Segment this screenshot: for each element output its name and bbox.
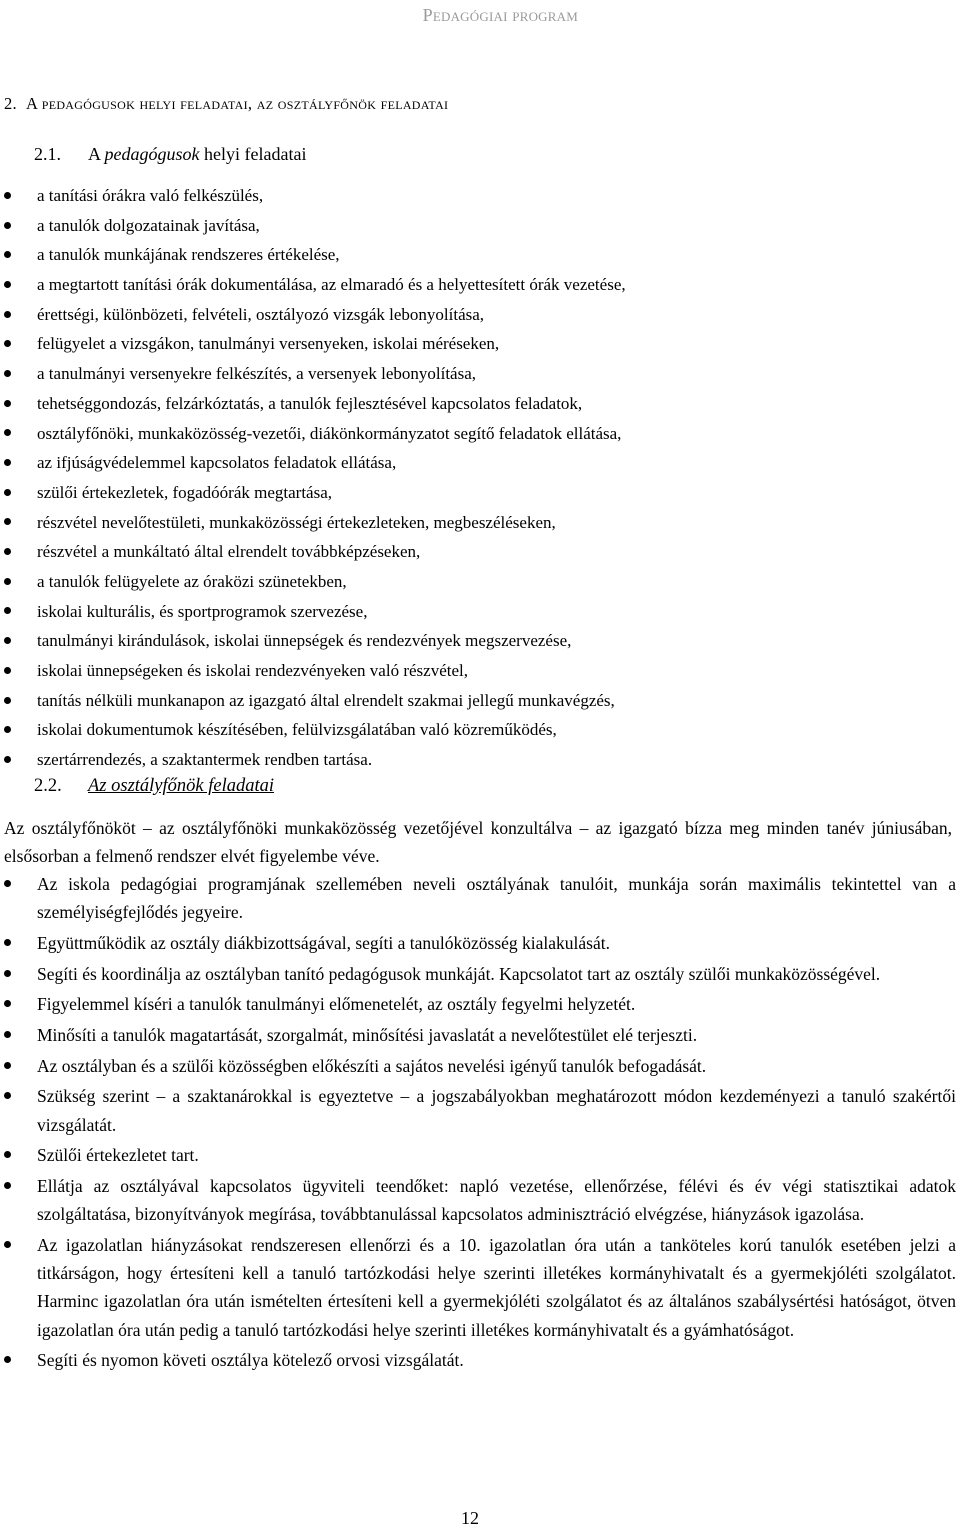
list-item: [0, 597, 626, 627]
bullet-icon: [4, 1182, 11, 1189]
list-item-text: tehetséggondozás, felzárkóztatás, a tanulók fejlesztésével kapcsolatos feladatok,: [37, 393, 583, 413]
bullet-icon: [4, 1092, 11, 1099]
bullet-icon: [4, 548, 11, 555]
bullet-icon: [4, 880, 11, 887]
list-item: [0, 1052, 956, 1080]
list-item: [0, 960, 956, 988]
subsection-number: 2.1.: [34, 144, 61, 164]
list-item-text: a tanulók felügyelete az óraközi szünetekben,: [37, 571, 347, 591]
bullet-icon: [4, 222, 11, 229]
list-item: [0, 211, 626, 241]
bullet-icon: [4, 697, 11, 704]
intro-paragraph: Az osztályfőnököt – az osztályfőnöki munkaközösség vezetőjével konzultálva – az igazgató bízza meg minden tanév júniusában, elsősorban a felmenő rendszer elvét figyelembe véve.: [4, 818, 952, 866]
list-item: [0, 929, 956, 957]
list-item-text: osztályfőnöki, munkaközösség-vezetői, diákönkormányzatot segítő feladatok ellátása,: [37, 423, 622, 443]
list-item: [0, 359, 626, 389]
subsection-heading-2: [34, 776, 274, 797]
bullet-icon: [4, 311, 11, 318]
list-item: [0, 1082, 956, 1138]
bullet-icon: [4, 607, 11, 614]
list-item-text: Az osztályban és a szülői közösségben előkészíti a sajátos nevelési igényű tanulók befogadását.: [37, 1055, 707, 1076]
list-item: [0, 329, 626, 359]
bullet-icon: [4, 578, 11, 585]
subsection-heading-1: [34, 144, 306, 165]
list-item-text: a tanulók dolgozatainak javítása,: [37, 215, 260, 235]
bullet-icon: [4, 518, 11, 525]
bullet-icon: [4, 637, 11, 644]
list-item: [0, 686, 626, 716]
page-header: Pedagógiai program: [422, 5, 578, 25]
subsection-title-post: helyi feladatai: [199, 144, 307, 164]
list-item: [0, 300, 626, 330]
form-teacher-duties-list: [0, 870, 956, 1377]
list-item-text: Az iskola pedagógiai programjának szellemében neveli osztályának tanulóit, munkája során maximális tekintettel van a személyiségfejlődés jegyeire.: [37, 874, 956, 923]
bullet-icon: [4, 1062, 11, 1069]
list-item: [0, 270, 626, 300]
section-number: 2.: [4, 94, 17, 113]
bullet-icon: [4, 939, 11, 946]
list-item-text: Figyelemmel kíséri a tanulók tanulmányi előmenetelét, az osztály fegyelmi helyzetét.: [37, 994, 636, 1015]
list-item-text: Együttműködik az osztály diákbizottságával, segíti a tanulóközösség kialakulását.: [37, 932, 610, 953]
list-item-text: érettségi, különbözeti, felvételi, osztályozó vizsgák lebonyolítása,: [37, 304, 485, 324]
list-item-text: szülői értekezletek, fogadóórák megtartása,: [37, 482, 333, 502]
page-number: 12: [461, 1508, 479, 1528]
section-title: A pedagógusok helyi feladatai, az osztályfőnök feladatai: [26, 94, 449, 113]
bullet-icon: [4, 192, 11, 199]
list-item: [0, 715, 626, 745]
list-item-text: Segíti és koordinálja az osztályban tanító pedagógusok munkáját. Kapcsolatot tart az osztály szülői munkaközösségével.: [37, 963, 881, 984]
bullet-icon: [4, 400, 11, 407]
bullet-icon: [4, 1000, 11, 1007]
teacher-duties-list: [0, 181, 626, 775]
list-item: [0, 745, 626, 775]
list-item: [0, 1021, 956, 1049]
list-item-text: Szükség szerint – a szaktanárokkal is egyeztetve – a jogszabályokban meghatározott módon kezdeményezi a tanuló szakértői vizsgálatát.: [37, 1086, 956, 1135]
list-item-text: a tanítási órákra való felkészülés,: [37, 186, 264, 205]
section-heading: [4, 94, 448, 114]
list-item: [0, 567, 626, 597]
bullet-icon: [4, 1241, 11, 1248]
list-item-text: iskolai kulturális, és sportprogramok szervezése,: [37, 601, 368, 621]
bullet-icon: [4, 970, 11, 977]
list-item: [0, 1141, 956, 1169]
bullet-icon: [4, 251, 11, 258]
list-item-text: iskolai dokumentumok készítésében, felülvizsgálatában való közreműködés,: [37, 720, 557, 740]
bullet-icon: [4, 667, 11, 674]
list-item: [0, 1172, 956, 1228]
list-item: [0, 508, 626, 538]
list-item: [0, 448, 626, 478]
list-item-text: a tanulók munkájának rendszeres értékelése,: [37, 245, 340, 265]
list-item: [0, 870, 956, 926]
subsection-title-pre: A: [88, 144, 105, 164]
bullet-icon: [4, 1031, 11, 1038]
bullet-icon: [4, 756, 11, 763]
list-item-text: tanulmányi kirándulások, iskolai ünnepségek és rendezvények megszervezése,: [37, 631, 572, 651]
list-item: [0, 656, 626, 686]
list-item-text: felügyelet a vizsgákon, tanulmányi versenyeken, iskolai méréseken,: [37, 334, 500, 354]
bullet-icon: [4, 459, 11, 466]
list-item: [0, 419, 626, 449]
subsection-number: 2.2.: [34, 776, 62, 796]
subsection-title: Az osztályfőnök feladatai: [88, 776, 275, 796]
list-item-text: szertárrendezés, a szaktantermek rendben tartása.: [37, 750, 373, 770]
list-item: [0, 478, 626, 508]
list-item-text: az ifjúságvédelemmel kapcsolatos feladatok ellátása,: [37, 453, 397, 473]
bullet-icon: [4, 1356, 11, 1363]
list-item-text: tanítás nélküli munkanapon az igazgató által elrendelt szakmai jellegű munkavégzés,: [37, 690, 615, 710]
bullet-icon: [4, 340, 11, 347]
list-item: [0, 389, 626, 419]
list-item: [0, 1231, 956, 1344]
list-item: [0, 1346, 956, 1374]
list-item: [0, 240, 626, 270]
list-item-text: a tanulmányi versenyekre felkészítés, a versenyek lebonyolítása,: [37, 364, 476, 384]
list-item-text: Szülői értekezletet tart.: [37, 1145, 199, 1166]
list-item-text: részvétel nevelőtestületi, munkaközösségi értekezleteken, megbeszéléseken,: [37, 512, 556, 532]
list-item-text: részvétel a munkáltató által elrendelt továbbképzéseken,: [37, 542, 421, 562]
bullet-icon: [4, 370, 11, 377]
bullet-icon: [4, 489, 11, 496]
list-item: [0, 626, 626, 656]
list-item: [0, 537, 626, 567]
list-item-text: iskolai ünnepségeken és iskolai rendezvényeken való részvétel,: [37, 661, 468, 680]
bullet-icon: [4, 726, 11, 733]
list-item-text: a megtartott tanítási órák dokumentálása, az elmaradó és a helyettesített órák vezetése,: [37, 275, 626, 295]
bullet-icon: [4, 281, 11, 288]
subsection-title-italic: pedagógusok: [104, 144, 200, 164]
bullet-icon: [4, 1151, 11, 1158]
list-item: [0, 990, 956, 1018]
list-item-text: Segíti és nyomon követi osztálya kötelező orvosi vizsgálatát.: [37, 1350, 464, 1371]
list-item-text: Az igazolatlan hiányzásokat rendszeresen ellenőrzi és a 10. igazolatlan óra után a tanköteles korú tanulók esetében jelzi a titkárságon, hogy értesíteni kell a tanuló tartózkodási helye szerinti illetékes kormányhivatalt és a gyermekjóléti szolgálatot. Harminc igazolatlan óra után ismételten értesíteni kell a gyermekjóléti szolgálatot és az általános szabálysértési hatóságot, ötven igazolatlan óra után pedig a tanuló tartózkodási helye szerinti illetékes kormányhivatalt és a gyámhatóságot.: [37, 1234, 956, 1340]
list-item-text: Minősíti a tanulók magatartását, szorgalmát, minősítési javaslatát a nevelőtestület elé terjeszti.: [37, 1025, 698, 1046]
bullet-icon: [4, 429, 11, 436]
list-item-text: Ellátja az osztályával kapcsolatos ügyviteli teendőket: napló vezetése, ellenőrzése, félévi és év végi statisztikai adatok szolgáltatása, bizonyítványok megírása, továbbtanulással kapcsolatos adminisztráció elvégzése, hiányzások igazolása.: [37, 1176, 956, 1225]
list-item: [0, 181, 626, 211]
